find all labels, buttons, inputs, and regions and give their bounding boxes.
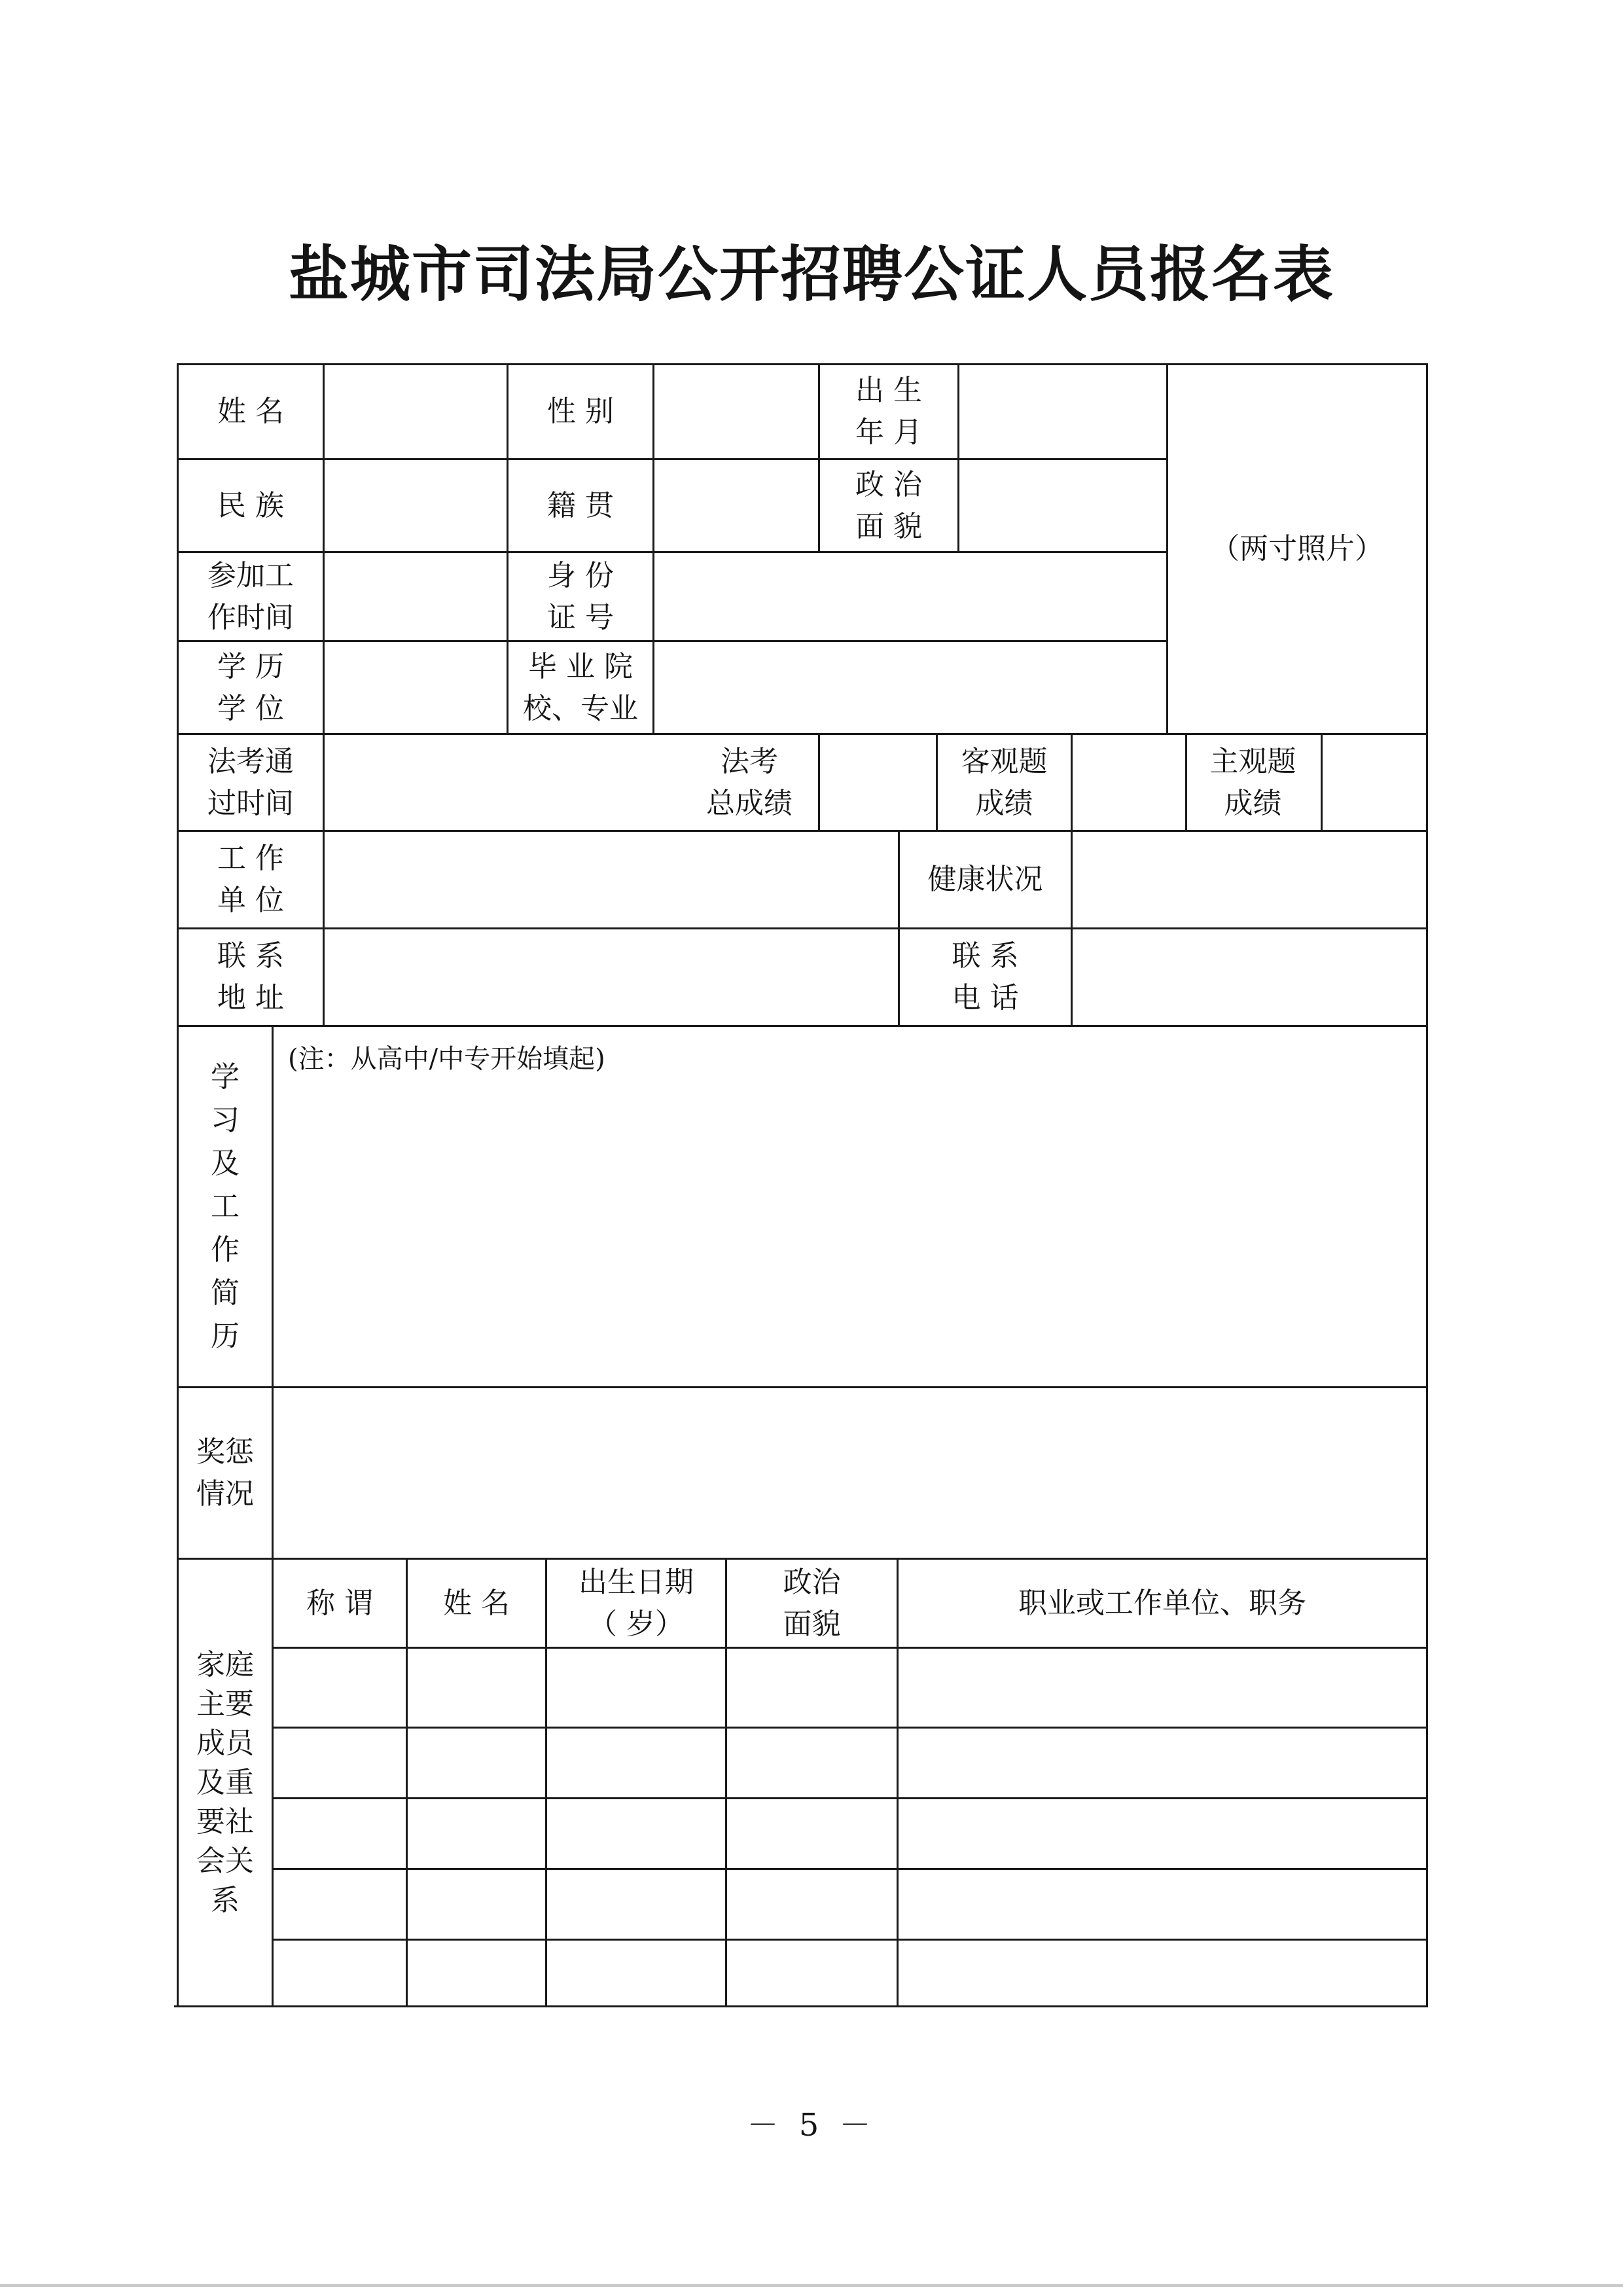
label-phone: 联 系 电 话 bbox=[952, 939, 1019, 1014]
col-line bbox=[957, 363, 959, 551]
label-subjective: 主观题 成绩 bbox=[1209, 744, 1296, 820]
label-id-number: 身 份 证 号 bbox=[547, 558, 614, 634]
family-header-job: 职业或工作单位、职务 bbox=[1018, 1586, 1306, 1620]
row-line bbox=[177, 1025, 1428, 1027]
family-row-line bbox=[272, 1868, 1428, 1870]
label-family: 家庭 主要 成员 及重 要社 会关 系 bbox=[196, 1647, 254, 1917]
photo-placeholder: （两寸照片） bbox=[1211, 532, 1383, 565]
resume-note: (注：从高中/中专开始填起) bbox=[288, 1044, 605, 1074]
table-border-right bbox=[1426, 363, 1428, 2007]
col-line bbox=[818, 733, 820, 830]
col-line bbox=[272, 1025, 274, 2007]
label-native-place: 籍 贯 bbox=[547, 488, 614, 522]
label-work-start: 参加工 作时间 bbox=[207, 558, 294, 634]
label-awards: 奖惩 情况 bbox=[196, 1435, 254, 1511]
col-line bbox=[1321, 733, 1323, 830]
scan-edge-line bbox=[0, 2284, 1623, 2287]
col-line bbox=[323, 363, 325, 733]
family-row-line bbox=[272, 1727, 1428, 1729]
row-line bbox=[177, 640, 1166, 642]
row-line bbox=[177, 1386, 1428, 1388]
family-header-name: 姓 名 bbox=[443, 1586, 510, 1620]
label-name: 姓 名 bbox=[217, 395, 284, 428]
label-school: 毕 业 院 校、专业 bbox=[523, 649, 638, 725]
label-ethnicity: 民 族 bbox=[217, 488, 284, 522]
label-exam-total: 法考 总成绩 bbox=[706, 744, 793, 820]
family-header-political: 政治 面貌 bbox=[783, 1565, 841, 1641]
form-title: 盐城市司法局公开招聘公证人员报名表 bbox=[288, 240, 1334, 310]
table-border-bottom bbox=[174, 2005, 1428, 2007]
row-line bbox=[177, 927, 1428, 929]
family-row-line bbox=[272, 1939, 1428, 1941]
label-exam-time: 法考通 过时间 bbox=[207, 744, 294, 820]
row-line bbox=[177, 830, 1428, 832]
label-employer: 工 作 单 位 bbox=[217, 842, 284, 917]
col-line bbox=[323, 830, 325, 1025]
row-line bbox=[177, 551, 1166, 553]
page-number: － 5 － bbox=[747, 2107, 876, 2144]
row-line bbox=[177, 458, 1166, 460]
family-header-relation: 称 谓 bbox=[306, 1586, 373, 1620]
label-gender: 性 别 bbox=[547, 395, 614, 428]
label-health: 健康状况 bbox=[927, 863, 1043, 896]
family-row-line bbox=[272, 1647, 1428, 1649]
label-address: 联 系 地 址 bbox=[217, 939, 284, 1014]
col-line bbox=[1071, 830, 1073, 1025]
col-line bbox=[1071, 733, 1073, 830]
label-birth: 出 生 年 月 bbox=[855, 374, 922, 449]
label-political: 政 治 面 貌 bbox=[855, 467, 922, 543]
label-objective: 客观题 成绩 bbox=[961, 744, 1048, 820]
family-row-line bbox=[272, 1797, 1428, 1799]
label-resume: 学 习 及 工 作 简 历 bbox=[211, 1060, 240, 1353]
label-education: 学 历 学 位 bbox=[217, 649, 284, 725]
family-header-birth: 出生日期 （ 岁） bbox=[579, 1565, 694, 1641]
col-line bbox=[652, 363, 654, 733]
col-line bbox=[323, 733, 325, 830]
